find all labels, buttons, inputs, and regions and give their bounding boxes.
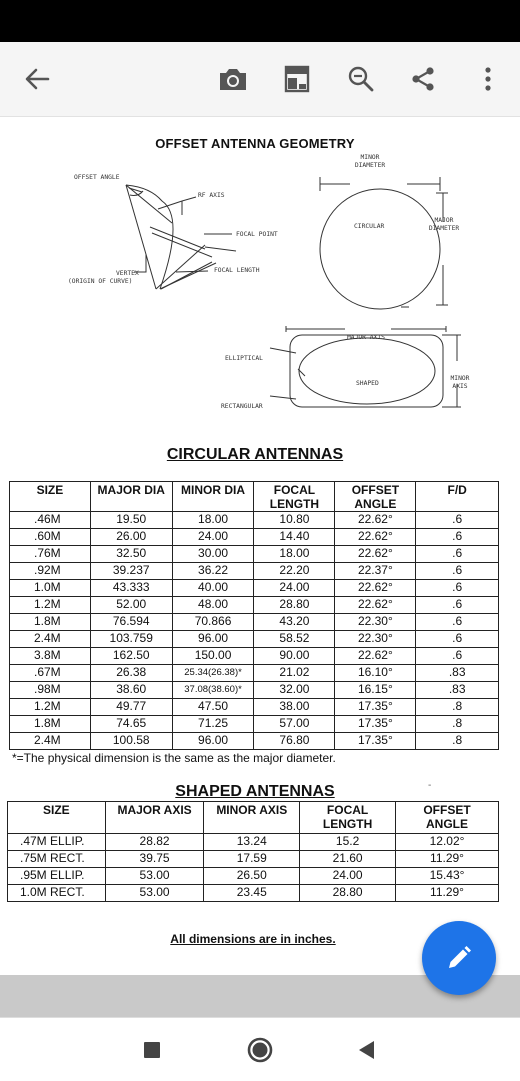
page-layout-icon[interactable] [275, 42, 319, 116]
table-row [10, 546, 499, 563]
col-header-f-d: F/D [416, 482, 499, 512]
label-major-diameter: MAJOR DIAMETER [428, 217, 460, 232]
cell-f-d: .6 [416, 648, 499, 665]
label-rectangular: RECTANGULAR [221, 403, 263, 410]
cell-offset-angle: 22.62° [335, 597, 416, 614]
cell-offset-angle: 11.29° [396, 851, 499, 868]
label-elliptical: ELLIPTICAL [225, 355, 263, 362]
cell-major-dia: 162.50 [90, 648, 172, 665]
back-triangle-icon[interactable] [348, 1032, 384, 1068]
cell-minor-dia: 24.00 [172, 529, 254, 546]
cell-major-dia: 49.77 [90, 699, 172, 716]
label-circular: CIRCULAR [354, 223, 385, 230]
cell-offset-angle: 12.02° [396, 834, 499, 851]
table-row [8, 851, 499, 868]
label-minor-diameter: MINOR DIAMETER [354, 154, 386, 169]
zoom-search-icon[interactable] [339, 42, 383, 116]
cell-f-d: .8 [416, 699, 499, 716]
cell-focal-length: 43.20 [254, 614, 335, 631]
label-rf-axis: RF AXIS [198, 192, 225, 199]
cell-major-dia: 38.60 [90, 682, 172, 699]
cell-f-d: .83 [416, 665, 499, 682]
cell-major-dia: 76.594 [90, 614, 172, 631]
cell-offset-angle: 22.62° [335, 580, 416, 597]
cell-f-d: .6 [416, 529, 499, 546]
cell-offset-angle: 16.10° [335, 665, 416, 682]
cell-major-dia: 43.333 [90, 580, 172, 597]
cell-size: .98M [10, 682, 91, 699]
cell-size: 1.8M [10, 716, 91, 733]
cell-major-dia: 74.65 [90, 716, 172, 733]
col-header-focal-length: FOCAL LENGTH [300, 802, 396, 834]
table-row [8, 868, 499, 885]
cell-focal-length: 21.02 [254, 665, 335, 682]
cell-size: 1.8M [10, 614, 91, 631]
col-header-major-axis: MAJOR AXIS [105, 802, 204, 834]
cell-major-axis: 28.82 [105, 834, 204, 851]
cell-offset-angle: 17.35° [335, 733, 416, 750]
cell-size: 2.4M [10, 631, 91, 648]
cell-focal-length: 58.52 [254, 631, 335, 648]
recents-square-icon[interactable] [134, 1032, 170, 1068]
cell-f-d: .6 [416, 563, 499, 580]
cell-offset-angle: 22.30° [335, 614, 416, 631]
cell-offset-angle: 17.35° [335, 716, 416, 733]
cell-focal-length: 10.80 [254, 512, 335, 529]
cell-f-d: .6 [416, 546, 499, 563]
cell-focal-length: 28.80 [254, 597, 335, 614]
cell-major-dia: 26.00 [90, 529, 172, 546]
edit-fab-button[interactable] [422, 921, 496, 995]
cell-focal-length: 90.00 [254, 648, 335, 665]
table-row [10, 563, 499, 580]
cell-size: 1.2M [10, 597, 91, 614]
cell-offset-angle: 22.62° [335, 529, 416, 546]
cell-offset-angle: 17.35° [335, 699, 416, 716]
cell-f-d: .8 [416, 716, 499, 733]
col-header-size: SIZE [8, 802, 106, 834]
cell-focal-length: 38.00 [254, 699, 335, 716]
footnote: *=The physical dimension is the same as the major diameter. [12, 751, 336, 765]
label-minor-axis: MINOR AXIS [450, 375, 470, 390]
table-row [10, 512, 499, 529]
stray-mark: - [428, 780, 432, 791]
col-header-major-dia: MAJOR DIA [90, 482, 172, 512]
cell-size: 1.2M [10, 699, 91, 716]
cell-minor-axis: 13.24 [204, 834, 300, 851]
cell-major-dia: 100.58 [90, 733, 172, 750]
cell-minor-dia: 96.00 [172, 733, 254, 750]
cell-size: .47M ELLIP. [8, 834, 106, 851]
cell-offset-angle: 22.62° [335, 512, 416, 529]
col-header-size: SIZE [10, 482, 91, 512]
cell-focal-length: 18.00 [254, 546, 335, 563]
table-row [10, 631, 499, 648]
cell-offset-angle: 16.15° [335, 682, 416, 699]
table-row [8, 885, 499, 902]
cell-major-dia: 19.50 [90, 512, 172, 529]
col-header-offset-angle: OFFSET ANGLE [396, 802, 499, 834]
cell-minor-dia: 48.00 [172, 597, 254, 614]
cell-size: .67M [10, 665, 91, 682]
cell-focal-length: 22.20 [254, 563, 335, 580]
label-vertex: VERTEX [116, 270, 139, 277]
label-origin-of-curve: (ORIGIN OF CURVE) [68, 278, 133, 285]
cell-focal-length: 15.2 [300, 834, 396, 851]
status-bar [0, 0, 520, 42]
cell-minor-dia: 37.08(38.60)* [172, 682, 254, 699]
cell-offset-angle: 22.62° [335, 546, 416, 563]
cell-focal-length: 24.00 [300, 868, 396, 885]
cell-minor-dia: 70.866 [172, 614, 254, 631]
cell-minor-dia: 18.00 [172, 512, 254, 529]
cell-f-d: .6 [416, 512, 499, 529]
cell-minor-dia: 96.00 [172, 631, 254, 648]
table-row [10, 733, 499, 750]
circular-antennas-title: CIRCULAR ANTENNAS [166, 446, 344, 463]
cell-major-dia: 32.50 [90, 546, 172, 563]
cell-f-d: .6 [416, 631, 499, 648]
cell-minor-axis: 26.50 [204, 868, 300, 885]
cell-size: .60M [10, 529, 91, 546]
cell-size: .75M RECT. [8, 851, 106, 868]
cell-size: 2.4M [10, 733, 91, 750]
cell-focal-length: 76.80 [254, 733, 335, 750]
shaped-antennas-table [7, 801, 499, 902]
cell-size: 1.0M RECT. [8, 885, 106, 902]
top-toolbar [0, 42, 520, 117]
col-header-offset-angle: OFFSET ANGLE [335, 482, 416, 512]
cell-offset-angle: 11.29° [396, 885, 499, 902]
cell-offset-angle: 22.30° [335, 631, 416, 648]
cell-f-d: .83 [416, 682, 499, 699]
share-icon[interactable] [401, 42, 445, 116]
cell-f-d: .8 [416, 733, 499, 750]
cell-major-axis: 39.75 [105, 851, 204, 868]
system-nav-bar [0, 1017, 520, 1081]
cell-f-d: .6 [416, 597, 499, 614]
cell-size: 1.0M [10, 580, 91, 597]
cell-minor-dia: 40.00 [172, 580, 254, 597]
cell-minor-axis: 17.59 [204, 851, 300, 868]
geometry-title: OFFSET ANTENNA GEOMETRY [155, 136, 355, 151]
cell-offset-angle: 22.37° [335, 563, 416, 580]
camera-icon[interactable] [211, 42, 255, 116]
label-focal-length: FOCAL LENGTH [214, 267, 260, 274]
pencil-edit-icon [444, 943, 474, 973]
table-row [10, 614, 499, 631]
cell-focal-length: 57.00 [254, 716, 335, 733]
cell-focal-length: 32.00 [254, 682, 335, 699]
cell-focal-length: 28.80 [300, 885, 396, 902]
cell-minor-dia: 36.22 [172, 563, 254, 580]
cell-minor-axis: 23.45 [204, 885, 300, 902]
cell-offset-angle: 15.43° [396, 868, 499, 885]
cell-focal-length: 14.40 [254, 529, 335, 546]
shaped-antennas-title: SHAPED ANTENNAS [175, 783, 335, 800]
circular-antennas-table [9, 481, 499, 750]
cell-major-dia: 52.00 [90, 597, 172, 614]
cell-minor-dia: 30.00 [172, 546, 254, 563]
table-row [10, 682, 499, 699]
cell-size: .76M [10, 546, 91, 563]
label-shaped: SHAPED [356, 380, 379, 387]
document-page [0, 117, 520, 975]
table-row [10, 597, 499, 614]
more-vert-icon[interactable] [466, 42, 510, 116]
label-major-axis: MAJOR AXIS [347, 334, 385, 341]
cell-minor-dia: 150.00 [172, 648, 254, 665]
col-header-minor-dia: MINOR DIA [172, 482, 254, 512]
table-row [10, 716, 499, 733]
cell-size: .95M ELLIP. [8, 868, 106, 885]
home-circle-icon[interactable] [242, 1032, 278, 1068]
table-row [8, 834, 499, 851]
table-row [10, 665, 499, 682]
cell-f-d: .6 [416, 580, 499, 597]
cell-minor-dia: 25.34(26.38)* [172, 665, 254, 682]
cell-major-dia: 39.237 [90, 563, 172, 580]
cell-major-axis: 53.00 [105, 868, 204, 885]
cell-size: 3.8M [10, 648, 91, 665]
label-focal-point: FOCAL POINT [236, 231, 278, 238]
table-row [10, 699, 499, 716]
back-arrow-icon[interactable] [15, 42, 59, 116]
cell-focal-length: 24.00 [254, 580, 335, 597]
cell-size: .46M [10, 512, 91, 529]
cell-f-d: .6 [416, 614, 499, 631]
cell-major-dia: 26.38 [90, 665, 172, 682]
cell-offset-angle: 22.62° [335, 648, 416, 665]
label-offset-angle: OFFSET ANGLE [74, 174, 120, 181]
table-row [10, 580, 499, 597]
cell-minor-dia: 71.25 [172, 716, 254, 733]
all-dimensions-note: All dimensions are in inches. [170, 932, 336, 946]
table-row [10, 648, 499, 665]
col-header-focal-length: FOCAL LENGTH [254, 482, 335, 512]
col-header-minor-axis: MINOR AXIS [204, 802, 300, 834]
cell-focal-length: 21.60 [300, 851, 396, 868]
cell-major-axis: 53.00 [105, 885, 204, 902]
cell-major-dia: 103.759 [90, 631, 172, 648]
cell-minor-dia: 47.50 [172, 699, 254, 716]
cell-size: .92M [10, 563, 91, 580]
table-row [10, 529, 499, 546]
